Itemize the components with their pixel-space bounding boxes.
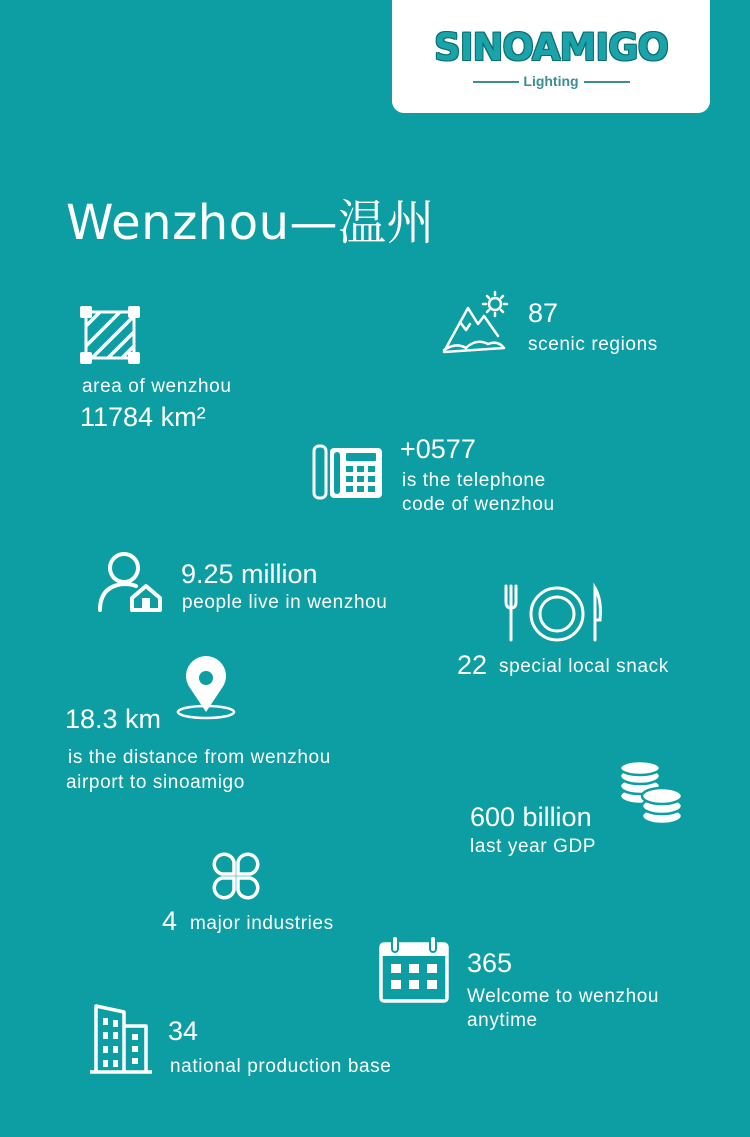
bases-label: national production base xyxy=(170,1056,392,1077)
area-label: area of wenzhou xyxy=(82,376,232,397)
people-label: people live in wenzhou xyxy=(182,592,388,613)
days-value: 365 xyxy=(467,948,513,978)
clover-icon xyxy=(208,850,264,902)
mountain-sun-icon xyxy=(442,290,514,356)
distance-value: 18.3 km xyxy=(65,704,162,734)
phone-value: +0577 xyxy=(400,434,476,464)
phone-label-line2: code of wenzhou xyxy=(402,494,555,515)
scenic-label: scenic regions xyxy=(528,334,658,355)
bases-value: 34 xyxy=(168,1016,199,1046)
area-square-icon xyxy=(78,304,142,366)
logo-card xyxy=(392,0,710,113)
industries-value: 4 xyxy=(162,906,178,936)
scenic-value: 87 xyxy=(528,298,559,328)
industries-label: major industries xyxy=(190,913,334,934)
phone-label-line1: is the telephone xyxy=(402,470,546,491)
telephone-icon xyxy=(312,444,384,500)
area-value: 11784 km² xyxy=(80,402,206,432)
gdp-value: 600 billion xyxy=(470,802,592,832)
buildings-icon xyxy=(88,1002,154,1076)
calendar-icon xyxy=(378,934,450,1004)
snack-label: special local snack xyxy=(499,656,669,677)
location-pin-icon xyxy=(176,656,236,720)
plate-cutlery-icon xyxy=(502,584,602,644)
logo-name: SINOAMIGO xyxy=(434,26,668,69)
distance-label-line2: airport to sinoamigo xyxy=(66,772,245,793)
logo-divider-right xyxy=(584,81,630,83)
coins-stack-icon xyxy=(618,760,684,828)
people-value: 9.25 million xyxy=(181,559,318,589)
logo-subtitle: Lighting xyxy=(523,73,579,89)
gdp-label: last year GDP xyxy=(470,836,597,857)
snack-value: 22 xyxy=(457,650,488,680)
person-home-icon xyxy=(96,548,164,614)
distance-label-line1: is the distance from wenzhou xyxy=(68,747,331,768)
days-label-line1: Welcome to wenzhou xyxy=(467,986,660,1007)
page-title: Wenzhou—温州 xyxy=(66,195,436,251)
days-label-line2: anytime xyxy=(467,1010,538,1031)
